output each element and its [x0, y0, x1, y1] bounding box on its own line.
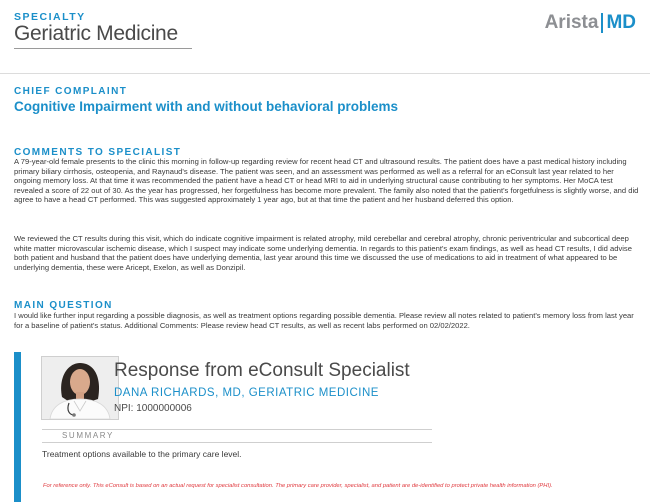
- chief-complaint-title: Cognitive Impairment with and without behavioral problems: [14, 99, 399, 114]
- main-question-text: I would like further input regarding a possible diagnosis, as well as treatment options regarding possible dementia. Please review all notes related to patient's memory loss from last year for a baseline of patient's status. Additional Comments: Please review head CT results, as well as recent labs performed on 02/02/2022.: [14, 311, 634, 330]
- logo-divider: [601, 13, 603, 33]
- specialist-photo-icon: [42, 357, 118, 419]
- comments-paragraph-2: We reviewed the CT results during this visit, which do indicate cognitive impairment is related atrophy, mild cerebellar and cerebral atrophy, chronic periventricular and subcortical deep white matter microvascular ischemic disease, which I suspect may indicate some underlying dementia. In regards to this patient's exam findings, as well as head CT results, I did advise both patient and husband that the patient does have underlying dementia, last year around this time we discussed the use of medications to aid in treatment of what appeared to be underlying dementia, these were Aricept, Exelon, as well as Donzipil.: [14, 234, 632, 272]
- aristamd-logo: [545, 12, 636, 34]
- header-divider: [14, 48, 192, 49]
- specialist-name: DANA RICHARDS, MD, GERIATRIC MEDICINE: [114, 387, 379, 399]
- main-question-label: MAIN QUESTION: [14, 300, 113, 311]
- summary-header: [42, 429, 432, 443]
- response-accent-bar: [14, 352, 21, 502]
- response-card: [14, 352, 640, 476]
- response-title: Response from eConsult Specialist: [114, 360, 410, 381]
- chief-complaint-label: CHIEF COMPLAINT: [14, 86, 128, 97]
- comments-label: COMMENTS TO SPECIALIST: [14, 147, 182, 158]
- specialist-npi: NPI: 1000000006: [114, 403, 192, 414]
- avatar: [41, 356, 119, 420]
- comments-paragraph-1: A 79-year-old female presents to the clinic this morning in follow-up regarding review for recent head CT and ultrasound results. The patient does have a past medical history including primary biliary cirrhosis, osteopenia, and Raynaud's disease. The patient was seen, and an assessment was performed as well as a referral for an eConsult last year related to her ongoing memory loss. At that time it was recommended the patient have a head CT or head MRI to aid in underlying structural cause contributing to her symptoms. Her MoCA test revealed a score of 22 out of 30. As the year has progressed, her forgetfulness has become more prevalent. The family also noted that the patient's forgetfulness is slightly worse, and did agree to have a head CT performed. This was suggested approximately 1 year ago, but at that time the patient and her husband deferred this option.: [14, 157, 639, 205]
- summary-text: Treatment options available to the primary care level.: [42, 449, 242, 459]
- specialty-title: Geriatric Medicine: [14, 22, 178, 45]
- logo-text-md: MD: [606, 12, 636, 33]
- section-divider: [0, 73, 650, 74]
- disclaimer: For reference only. This eConsult is based on an actual request for specialist consultation. The primary care provider, specialist, and patient are de-identified to protect private health information (PHI).: [43, 483, 553, 489]
- logo-text-arista: Arista: [544, 12, 599, 33]
- specialty-label: SPECIALTY: [14, 11, 86, 23]
- summary-label: SUMMARY: [62, 431, 114, 440]
